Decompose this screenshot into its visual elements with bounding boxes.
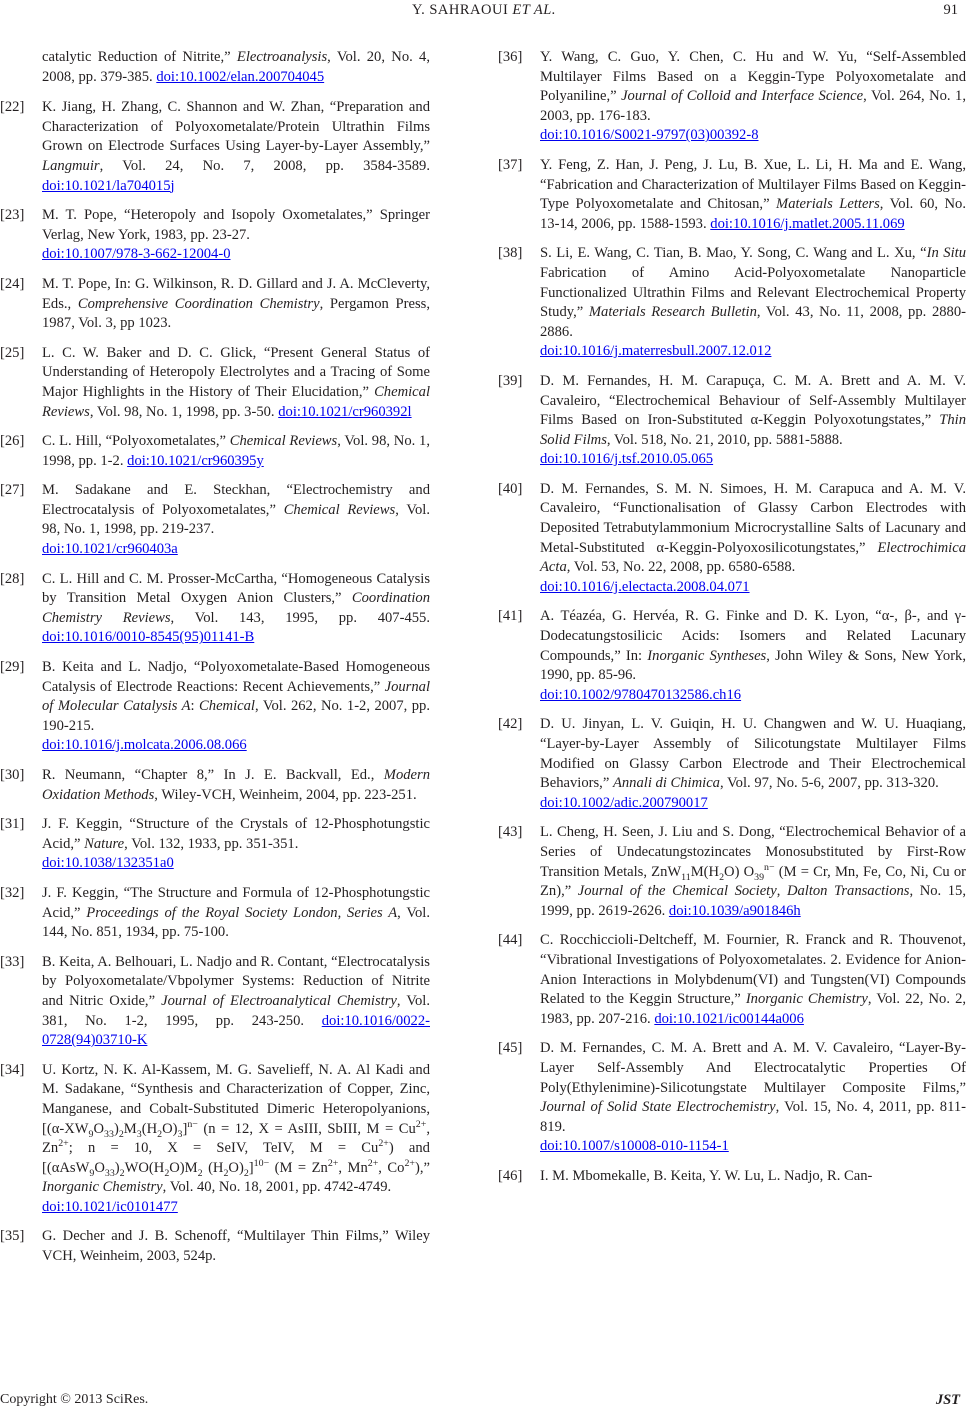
doi-link[interactable]: doi:10.1007/978-3-662-12004-0 [42,246,231,263]
reference-text: D. M. Fernandes, C. M. A. Brett and A. M. V. Cavaleiro, “Layer-By-Layer Self-Assembly And Electrocatalytic Properties Of Poly(Ethylenimine)-Silicotungstate Multilayer Composite Films,” Journal of Solid State Electrochemistry, Vol. 15, No. 4, 2011, pp. 811-819. doi:10.1007/s10008-010-1154-1 [540,1040,966,1155]
reference-text: U. Kortz, N. K. Al-Kassem, M. G. Savelieff, N. A. Al Kadi and M. Sadakane, “Synthesis and Characterization of Copper, Zinc, Manganese, and Cobalt-Substituted Dimeric Heteropolyanions, $[(\alpha-XW_9O_{33})_2M_3(H_2O)_3]^{n-}$ (n = 12, X = AsIII, SbIII, $M = Cu^{2+}$, $Zn^{2+}$; n = 10, X = SeIV, TeIV, $M = Cu^{2+}$) and [$(\alpha AsW_9O_{33})_2WO(H_2O)M_2$ $(H_2O)_2]^{10-}$ ($M = Zn^{2+}$, $Mn^{2+}$, $Co^{2+}$),” Inorganic Chemistry, Vol. 40, No. 18, 2001, pp. 4742-4749. doi:10.1021/ic0101477 [42,1061,430,1215]
reference-entry [498,823,966,921]
doi-link[interactable]: doi:10.1021/ic00144a006 [654,1010,804,1027]
reference-text: R. Neumann, “Chapter 8,” In J. E. Backvall, Ed., Modern Oxidation Methods, Wiley-VCH, Weinheim, 2004, pp. 223-251. [42,767,430,803]
reference-text: L. C. W. Baker and D. C. Glick, “Present General Status of Understanding of Heteropoly Electrolytes and a Tracing of Some Major Highlights in the History of Their Elucidation,” Chemical Reviews, Vol. 98, No. 1, 1998, pp. 3-50. doi:10.1021/cr960392l [42,344,430,420]
reference-text: Y. Feng, Z. Han, J. Peng, J. Lu, B. Xue, L. Li, H. Ma and E. Wang, “Fabrication and Characterization of Multilayer Films Based on Keggin-Type Polyoxometalate and Chitosan,” Materials Letters, Vol. 60, No. 13-14, 2006, pp. 1588-1593. doi:10.1016/j.matlet.2005.11.069 [540,156,966,232]
reference-text: M. Sadakane and E. Steckhan, “Electrochemistry and Electrocatalysis of Polyoxometalates,” Chemical Reviews, Vol. 98, No. 1, 1998, pp. 219-237. doi:10.1021/cr960403a [42,482,430,558]
reference-entry [498,931,966,1029]
reference-number: [29] [0,659,25,676]
doi-link[interactable]: doi:10.1016/j.tsf.2010.05.065 [540,451,714,468]
reference-entry [498,1039,966,1157]
reference-entry [498,1167,966,1187]
doi-link[interactable]: doi:10.1016/j.molcata.2006.08.066 [42,737,247,754]
reference-text: J. F. Keggin, “The Structure and Formula of 12-Phosphotungstic Acid,” Proceedings of the Royal Society London, Series A, Vol. 144, No. 851, 1934, pp. 75-100. [42,884,430,941]
reference-number: [22] [0,99,25,116]
reference-entry [0,953,430,1051]
reference-text: K. Jiang, H. Zhang, C. Shannon and W. Zhan, “Preparation and Characterization of Polyoxometalate/Protein Ultrathin Films Grown on Electrode Surfaces Using Layer-by-Layer Assembly,” Langmuir, Vol. 24, No. 7, 2008, pp. 3584-3589. doi:10.1021/la704015j [42,99,430,194]
reference-number: [44] [498,932,523,949]
reference-entry [0,1227,430,1266]
reference-entry [0,1061,430,1218]
reference-number: [42] [498,716,523,733]
reference-entry [498,244,966,362]
reference-number: [27] [0,482,25,499]
reference-number: [38] [498,245,523,262]
reference-text: catalytic Reduction of Nitrite,” Electroanalysis, Vol. 20, No. 4, 2008, pp. 379-385. doi:10.1002/elan.200704045 [42,49,430,85]
page-number: 91 [943,2,958,18]
reference-number: [46] [498,1167,523,1184]
reference-number: [35] [0,1228,25,1245]
doi-link[interactable]: doi:10.1016/0022-0728(94)03710-K [42,1012,430,1049]
reference-entry [0,344,430,422]
doi-link[interactable]: doi:10.1016/j.matlet.2005.11.069 [710,215,905,232]
reference-entry [0,570,430,648]
reference-text: C. Rocchiccioli-Deltcheff, M. Fournier, R. Franck and R. Thouvenot, “Vibrational Investigations of Polyoxometalates. 2. Evidence for Anion-Anion Interactions in Molybdenum(VI) and Tungsten(VI) Compounds Related to the Keggin Structure,” Inorganic Chemistry, Vol. 22, No. 2, 1983, pp. 207-216. doi:10.1021/ic00144a006 [540,932,967,1027]
reference-text: L. Cheng, H. Seen, J. Liu and S. Dong, “Electrochemical Behavior of a Series of Undecatungstozincates Monosubstituted by First-Row Transition Metals, $ZnW_{11}M(H_2O)$ $O_{39}^{n-}$ (M = Cr, Mn, Fe, Co, Ni, Cu or Zn),” Journal of the Chemical Society, Dalton Transactions, No. 15, 1999, pp. 2619-2626. doi:10.1039/a901846h [540,824,966,919]
reference-text: G. Decher and J. B. Schenoff, “Multilayer Thin Films,” Wiley VCH, Weinheim, 2003, 524p. [42,1228,430,1265]
reference-text: D. U. Jinyan, L. V. Guiqin, H. U. Changwen and W. U. Huaqiang, “Layer-by-Layer Assembly of Silicotungstate Multilayer Films Modified on Glassy Carbon Electrode and Their Electrochemical Behaviors,” Annali di Chimica, Vol. 97, No. 5-6, 2007, pp. 313-320. doi:10.1002/adic.200790017 [540,716,966,811]
doi-link[interactable]: doi:10.1016/0010-8545(95)01141-B [42,629,255,646]
reference-number: [26] [0,433,25,450]
reference-entry [0,481,430,559]
doi-link[interactable]: doi:10.1016/j.electacta.2008.04.071 [540,578,750,595]
doi-link[interactable]: doi:10.1021/la704015j [42,177,175,194]
reference-number: [30] [0,767,25,783]
copyright-notice: Copyright © 2013 SciRes. [0,1392,149,1407]
reference-text: J. F. Keggin, “Structure of the Crystals of 12-Phosphotungstic Acid,” Nature, Vol. 132, 1933, pp. 351-351. doi:10.1038/132351a0 [42,816,430,872]
reference-text: M. T. Pope, “Heteropoly and Isopoly Oxometalates,” Springer Verlag, New York, 1983, pp. 23-27. doi:10.1007/978-3-662-12004-0 [42,207,430,263]
reference-number: [41] [498,608,523,625]
reference-text: I. M. Mbomekalle, B. Keita, Y. W. Lu, L. Nadjo, R. Can- [540,1167,873,1184]
reference-entry [0,658,430,756]
reference-text: Y. Wang, C. Guo, Y. Chen, C. Hu and W. Yu, “Self-Assembled Multilayer Films Based on a Keggin-Type Polyoxometalate and Polyaniline,” Journal of Colloid and Interface Science, Vol. 264, No. 1, 2003, pp. 176-183. doi:10.1016/S0021-9797(03)00392-8 [540,49,966,144]
reference-text: B. Keita and L. Nadjo, “Polyoxometalate-Based Homogeneous Catalysis of Electrode Reactions: Recent Achievements,” Journal of Molecular Catalysis A: Chemical, Vol. 262, No. 1-2, 2007, pp. 190-215. doi:10.1016/j.molcata.2006.08.066 [42,659,431,754]
reference-number: [34] [0,1061,25,1078]
reference-entry [0,432,430,471]
doi-link[interactable]: doi:10.1016/S0021-9797(03)00392-8 [540,127,759,144]
page-header [0,0,968,24]
reference-entry [498,48,966,146]
doi-link[interactable]: doi:10.1021/cr960392l [278,403,412,420]
doi-link[interactable]: doi:10.1007/s10008-010-1154-1 [540,1138,729,1155]
doi-link[interactable]: doi:10.1021/cr960395y [127,452,264,469]
reference-number: [31] [0,816,25,833]
reference-entry [498,372,966,470]
reference-number: [33] [0,953,25,970]
reference-text: M. T. Pope, In: G. Wilkinson, R. D. Gillard and J. A. McCleverty, Eds., Comprehensive Coordination Chemistry, Pergamon Press, 1987, Vol. 3, pp 1023. [42,275,430,332]
reference-number: [45] [498,1040,523,1057]
reference-number: [36] [498,49,523,65]
reference-entry [0,206,430,265]
doi-link[interactable]: doi:10.1002/9780470132586.ch16 [540,686,742,703]
reference-number: [40] [498,480,523,497]
references-right-column [498,48,966,1196]
reference-number: [37] [498,156,523,173]
reference-text: B. Keita, A. Belhouari, L. Nadjo and R. Contant, “Electrocatalysis by Polyoxometalate/Vbpolymer Systems: Reduction of Nitrite and Nitric Oxide,” Journal of Electroanalytical Chemistry, Vol. 381, No. 1-2, 1995, pp. 243-250. doi:10.1016/0022-0728(94)03710-K [42,953,430,1049]
page-footer [0,1390,968,1414]
doi-link[interactable]: doi:10.1002/elan.200704045 [156,68,325,85]
reference-entry [498,715,966,813]
doi-link[interactable]: doi:10.1038/132351a0 [42,855,174,872]
reference-entry [0,766,430,805]
reference-number: [28] [0,570,25,587]
reference-number: [24] [0,275,25,292]
running-title: Y. SAHRAOUI ET AL. [412,2,556,18]
journal-abbrev: JST [935,1392,960,1408]
reference-entry [498,480,966,598]
reference-number: [23] [0,207,25,224]
reference-entry [0,815,430,874]
reference-text: C. L. Hill, “Polyoxometalates,” Chemical Reviews, Vol. 98, No. 1, 1998, pp. 1-2. doi:10.1021/cr960395y [42,433,430,469]
reference-text: C. L. Hill and C. M. Prosser-McCartha, “Homogeneous Catalysis by Transition Metal Oxygen Anion Clusters,” Coordination Chemistry Reviews, Vol. 143, 1995, pp. 407-455. doi:10.1016/0010-8545(95)01141-B [42,570,430,646]
reference-entry [498,156,966,234]
reference-text: A. Téazéa, G. Hervéa, R. G. Finke and D. K. Lyon, “α-, β-, and γ-Dodecatungstosilicic Acids: Isomers and Related Lacunary Compounds,” In: Inorganic Syntheses, John Wiley & Sons, New York, 1990, pp. 85-96. doi:10.1002/9780470132586.ch16 [540,608,966,703]
reference-entry [0,98,430,196]
reference-text: S. Li, E. Wang, C. Tian, B. Mao, Y. Song, C. Wang and L. Xu, “In Situ Fabrication of Amino Acid-Polyoxometalate Nanoparticle Functionalized Ultrathin Films and Relevant Electrochemical Property Study,” Materials Research Bulletin, Vol. 43, No. 11, 2008, pp. 2880-2886. doi:10.1016/j.materresbull.2007.12.012 [540,245,966,360]
doi-link[interactable]: doi:10.1002/adic.200790017 [540,794,708,811]
reference-number: [25] [0,344,25,361]
doi-link[interactable]: doi:10.1021/ic0101477 [42,1198,178,1215]
reference-text: D. M. Fernandes, S. M. N. Simoes, H. M. Carapuca and A. M. V. Cavaleiro, “Functionalisation of Glassy Carbon Electrodes with Deposited Tetrabutylammonium Microcrystalline Salts of Lacunary and Metal-Substituted α-Keggin-Polyoxosilicotungstates,” Electrochimica Acta, Vol. 53, No. 22, 2008, pp. 6580-6588. doi:10.1016/j.electacta.2008.04.071 [540,480,966,595]
references-left-column [0,48,430,1277]
reference-number: [39] [498,372,523,389]
reference-text: D. M. Fernandes, H. M. Carapuça, C. M. A. Brett and A. M. V. Cavaleiro, “Electrochemical Behaviour of Self-Assembly Multilayer Films Based on Iron-Substituted α-Keggin Polyoxotungstates,” Thin Solid Films, Vol. 518, No. 21, 2010, pp. 5881-5888. doi:10.1016/j.tsf.2010.05.065 [540,372,966,468]
doi-link[interactable]: doi:10.1016/j.materresbull.2007.12.012 [540,343,772,360]
reference-number: [43] [498,824,523,841]
reference-entry [0,884,430,943]
doi-link[interactable]: doi:10.1039/a901846h [668,902,801,919]
doi-link[interactable]: doi:10.1021/cr960403a [42,541,178,558]
reference-entry [498,607,966,705]
reference-entry [0,275,430,334]
reference-entry [0,48,430,87]
reference-number: [32] [0,884,25,901]
